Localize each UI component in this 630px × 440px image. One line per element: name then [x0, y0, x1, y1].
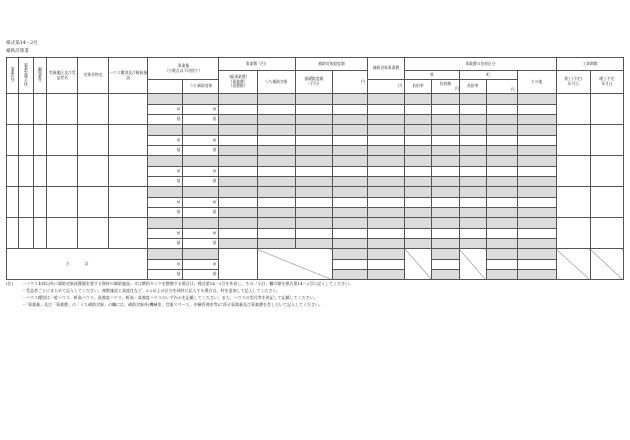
form-id: 様式第14－2号	[6, 41, 38, 46]
header-eligible-cost: 補助対象事業費	[367, 58, 404, 80]
total-row: 基 基	[7, 270, 624, 280]
diagonal-cell	[257, 249, 332, 280]
header-volume-blank	[148, 80, 183, 94]
table-row: ㎡ ㎡	[7, 229, 624, 239]
header-town: 町	[459, 71, 517, 80]
header-base-limit: 基礎限度額 （千円）	[295, 71, 332, 94]
header-eligible-yen: 円	[367, 80, 404, 94]
header-construction-period: 工事期間	[556, 58, 623, 71]
table-row	[7, 156, 624, 167]
header-crop-name: 対象作物名	[78, 58, 109, 94]
calculation-table	[6, 57, 624, 280]
notes-label: (注)	[6, 281, 14, 286]
table-row	[7, 94, 624, 105]
total-row: ㎡ ㎡	[7, 260, 624, 270]
note-item: ・ ハウス種別は一般ハウス、軒高ハウス、高強度ハウス、軒高・高強度ハウスのいずれかを記載してください。また、ハウスの型式等を併記して記載してください。	[22, 294, 624, 301]
note-item: ・ ハウス本体以外に補助対象経費額を要する資材の補助施設、又は燃料タンクを整備する場合は、様式第14－2号を作成し、その「小計」欄の額を様式第14－2号に記入してください。	[22, 280, 624, 287]
notes	[6, 280, 624, 308]
table-row	[7, 187, 624, 198]
header-completion-date: 竣工予定 年月日	[590, 71, 623, 94]
header-pref-rate: 負担率	[405, 80, 432, 94]
form-title: 補助計算書	[6, 49, 29, 54]
diagonal-cell	[556, 249, 590, 280]
diagonal-cell	[590, 249, 623, 280]
table-row: ㎡ ㎡	[7, 105, 624, 115]
table-row: 基 基	[7, 177, 624, 187]
table-row	[7, 218, 624, 229]
header-field-number: 圃場番号	[33, 58, 46, 94]
note-item: ・ 「事業量」及び「事業費」の「うち補助対象」の欄には、補助対象外(機械室、営業スペース、中継管理室等)に係る事業量及び事業費を差し引いて記入してください。	[22, 301, 624, 308]
table-row: ㎡ ㎡	[7, 167, 624, 177]
header-town-yen: 円	[486, 80, 517, 94]
table-row: ㎡ ㎡	[7, 136, 624, 146]
table-row: ㎡ ㎡	[7, 198, 624, 208]
header-volume-eligible: うち補助対象	[183, 80, 219, 94]
header-other: その他	[517, 71, 556, 94]
header-business-volume: 事業量 （小数点以下切捨て）	[148, 58, 219, 80]
header-business-category: 事業区分	[7, 58, 19, 94]
header-cost-eligible: うち補助対象	[257, 71, 295, 94]
table-row	[7, 125, 624, 136]
header-implementing-entity: 事業実施主体	[19, 58, 33, 94]
table-row: 基 基	[7, 146, 624, 156]
total-label: 合 計	[7, 249, 148, 280]
header-cost-burden: 事業費の負担区分	[405, 58, 557, 71]
header-prefecture: 県	[405, 71, 460, 80]
header-pref-amount: 負担額 円	[431, 80, 459, 94]
header-limit-yen: 円	[332, 71, 367, 94]
diagonal-cell	[459, 249, 486, 280]
table-row: 基 基	[7, 208, 624, 218]
header-town-rate: 負担率	[459, 80, 486, 94]
header-business-cost: 事業費（円）	[219, 58, 295, 71]
header-subsidy-limit: 補助対象限度額	[295, 58, 367, 71]
table-row: 基 基	[7, 115, 624, 125]
diagonal-cell	[405, 249, 432, 280]
header-house-type: ハウス種別及び耐候施設	[109, 58, 148, 94]
header-district-beneficiary: 実施地区及び受益者名	[47, 58, 78, 94]
total-row	[7, 249, 624, 260]
table-row: 基 基	[7, 239, 624, 249]
header-total-cost: （総事業費） （事業費） （消費税）	[219, 71, 257, 94]
note-item: ・ 受益者ごとにまとめて記入してください。複数施設と高度化など、2つ以上の区分を同時に記入する場合は、枠を追加して記入してください。	[22, 287, 624, 294]
header-start-date: 着工(予定) 年月日	[556, 71, 590, 94]
